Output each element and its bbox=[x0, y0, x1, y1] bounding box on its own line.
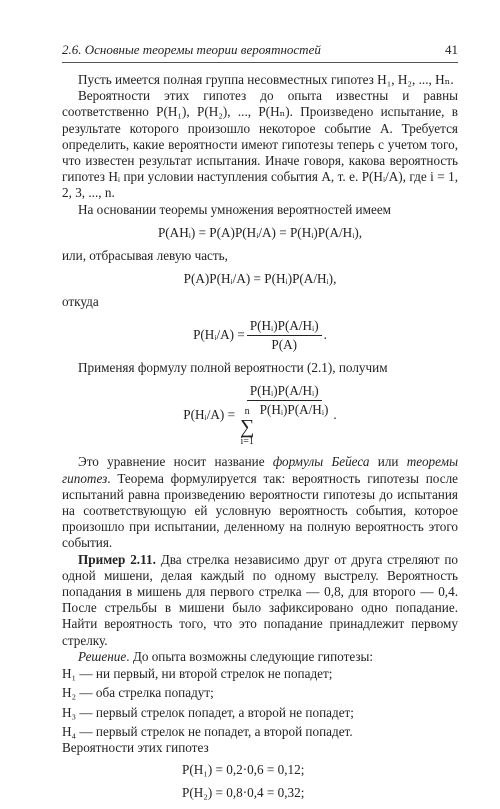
solution-text: . До опыта возможны следующие гипотезы: bbox=[126, 648, 374, 664]
equation-bayes bbox=[62, 383, 458, 447]
paragraph-hypotheses-probabilities: Вероятности этих гипотез bbox=[62, 739, 209, 755]
page-number: 41 bbox=[445, 42, 458, 57]
equation-bayes-fraction bbox=[237, 383, 331, 447]
hypothesis-item: H₄ — первый стрелок не попадет, а второй попадет. bbox=[62, 723, 353, 739]
equation-3 bbox=[62, 318, 458, 353]
equation-p-h1: P(H₁) = 0,2·0,6 = 0,12; bbox=[182, 762, 305, 778]
solution-label: Решение bbox=[78, 648, 127, 664]
example-label: Пример 2.11. bbox=[78, 551, 156, 567]
bayes-text-1: Это уравнение носит название bbox=[78, 454, 273, 470]
equation-bayes-numerator: P(Hᵢ)P(A/Hᵢ) bbox=[247, 383, 322, 401]
hypotheses-list bbox=[62, 666, 458, 740]
running-header bbox=[62, 42, 458, 63]
equation-2: P(A)P(Hᵢ/A) = P(Hᵢ)P(A/Hᵢ), bbox=[183, 271, 337, 287]
bayes-text-2: или bbox=[369, 454, 407, 470]
sigma-symbol: ∑ bbox=[240, 416, 255, 439]
summation-upper-limit: n bbox=[244, 406, 250, 418]
hypothesis-item: H₃ — первый стрелок попадет, а второй не попадет; bbox=[62, 704, 354, 720]
paragraph-whence: откуда bbox=[62, 294, 99, 310]
bayes-text-3: . Теорема формулируется так: вероятность гипотезы после испытаний равна произведению вероятности гипотезы до испытания на соответствующую ей условную вероятность события, которое произошло при испытании, деленному на полную вероятность этого события. bbox=[62, 470, 458, 551]
equation-p-h2: P(H₂) = 0,8·0,4 = 0,32; bbox=[182, 785, 305, 801]
example-2-11 bbox=[62, 552, 458, 649]
equation-1: P(AHᵢ) = P(A)P(Hᵢ/A) = P(Hᵢ)P(A/Hᵢ), bbox=[157, 224, 363, 240]
bayes-formula-term: формулы Бейеса bbox=[272, 454, 370, 470]
hypothesis-item: H₂ — оба стрелка попадут; bbox=[62, 685, 214, 701]
equation-bayes-denominator-term: P(Hᵢ)P(A/Hᵢ) bbox=[259, 402, 329, 418]
paragraph-total-probability: Применяя формулу полной вероятности (2.1), получим bbox=[78, 360, 388, 376]
solution-intro bbox=[62, 649, 458, 665]
hypothesis-item: H₁ — ни первый, ни второй стрелок не попадет; bbox=[62, 666, 333, 682]
equation-3-lhs: P(Hᵢ/A) = bbox=[193, 327, 245, 343]
paragraph-multiplication-theorem: На основании теоремы умножения вероятностей имеем bbox=[78, 201, 392, 217]
equation-3-fraction bbox=[247, 318, 322, 353]
paragraph-hypotheses-group: Пусть имеется полная группа несовместных гипотез H₁, H₂, ..., Hₙ. bbox=[78, 72, 454, 87]
paragraph-drop-left: или, отбрасывая левую часть, bbox=[62, 248, 228, 264]
page-content bbox=[62, 72, 458, 809]
summation-sign bbox=[240, 407, 254, 447]
header-title: 2.6. Основные теоремы теории вероятностей bbox=[62, 42, 321, 57]
paragraph-problem-statement: Вероятности этих гипотез до опыта известны и равны соответственно P(H₁), P(H₂), ..., P(Hₙ). Произведено испытание, в результате которого произошло некоторое событие A. Требуется определить, какие вероятности имеют гипотезы теперь с учетом того, что известен результат испытания. Иначе говоря, какова вероятность гипотез Hᵢ при условии наступления события A, т. е. P(Hᵢ/A), где i = 1, 2, 3, ..., n. bbox=[62, 88, 458, 201]
hypotheses-theorem-term: теоремы гипотез bbox=[62, 454, 459, 486]
equation-3-denominator: P(A) bbox=[271, 336, 298, 352]
summation-lower-limit: i=1 bbox=[240, 436, 254, 448]
paragraph-bayes-theorem bbox=[62, 454, 458, 551]
equation-bayes-end: . bbox=[333, 407, 337, 423]
equation-bayes-denominator bbox=[237, 401, 331, 447]
equation-bayes-lhs: P(Hᵢ/A) = bbox=[183, 407, 236, 423]
equation-3-numerator: P(Hᵢ)P(A/Hᵢ) bbox=[247, 318, 322, 336]
example-text: Два стрелка независимо друг от друга стреляют по одной мишени, делая каждый по одному выстрелу. Вероятность попадания в мишень для первого стрелка — 0,8, для второго — 0,4. После стрельбы в мишени было зафиксировано одно попадание. Найти вероятность того, что это попадание принадлежит первому стрелку. bbox=[62, 551, 458, 648]
equation-3-end: . bbox=[323, 327, 327, 343]
